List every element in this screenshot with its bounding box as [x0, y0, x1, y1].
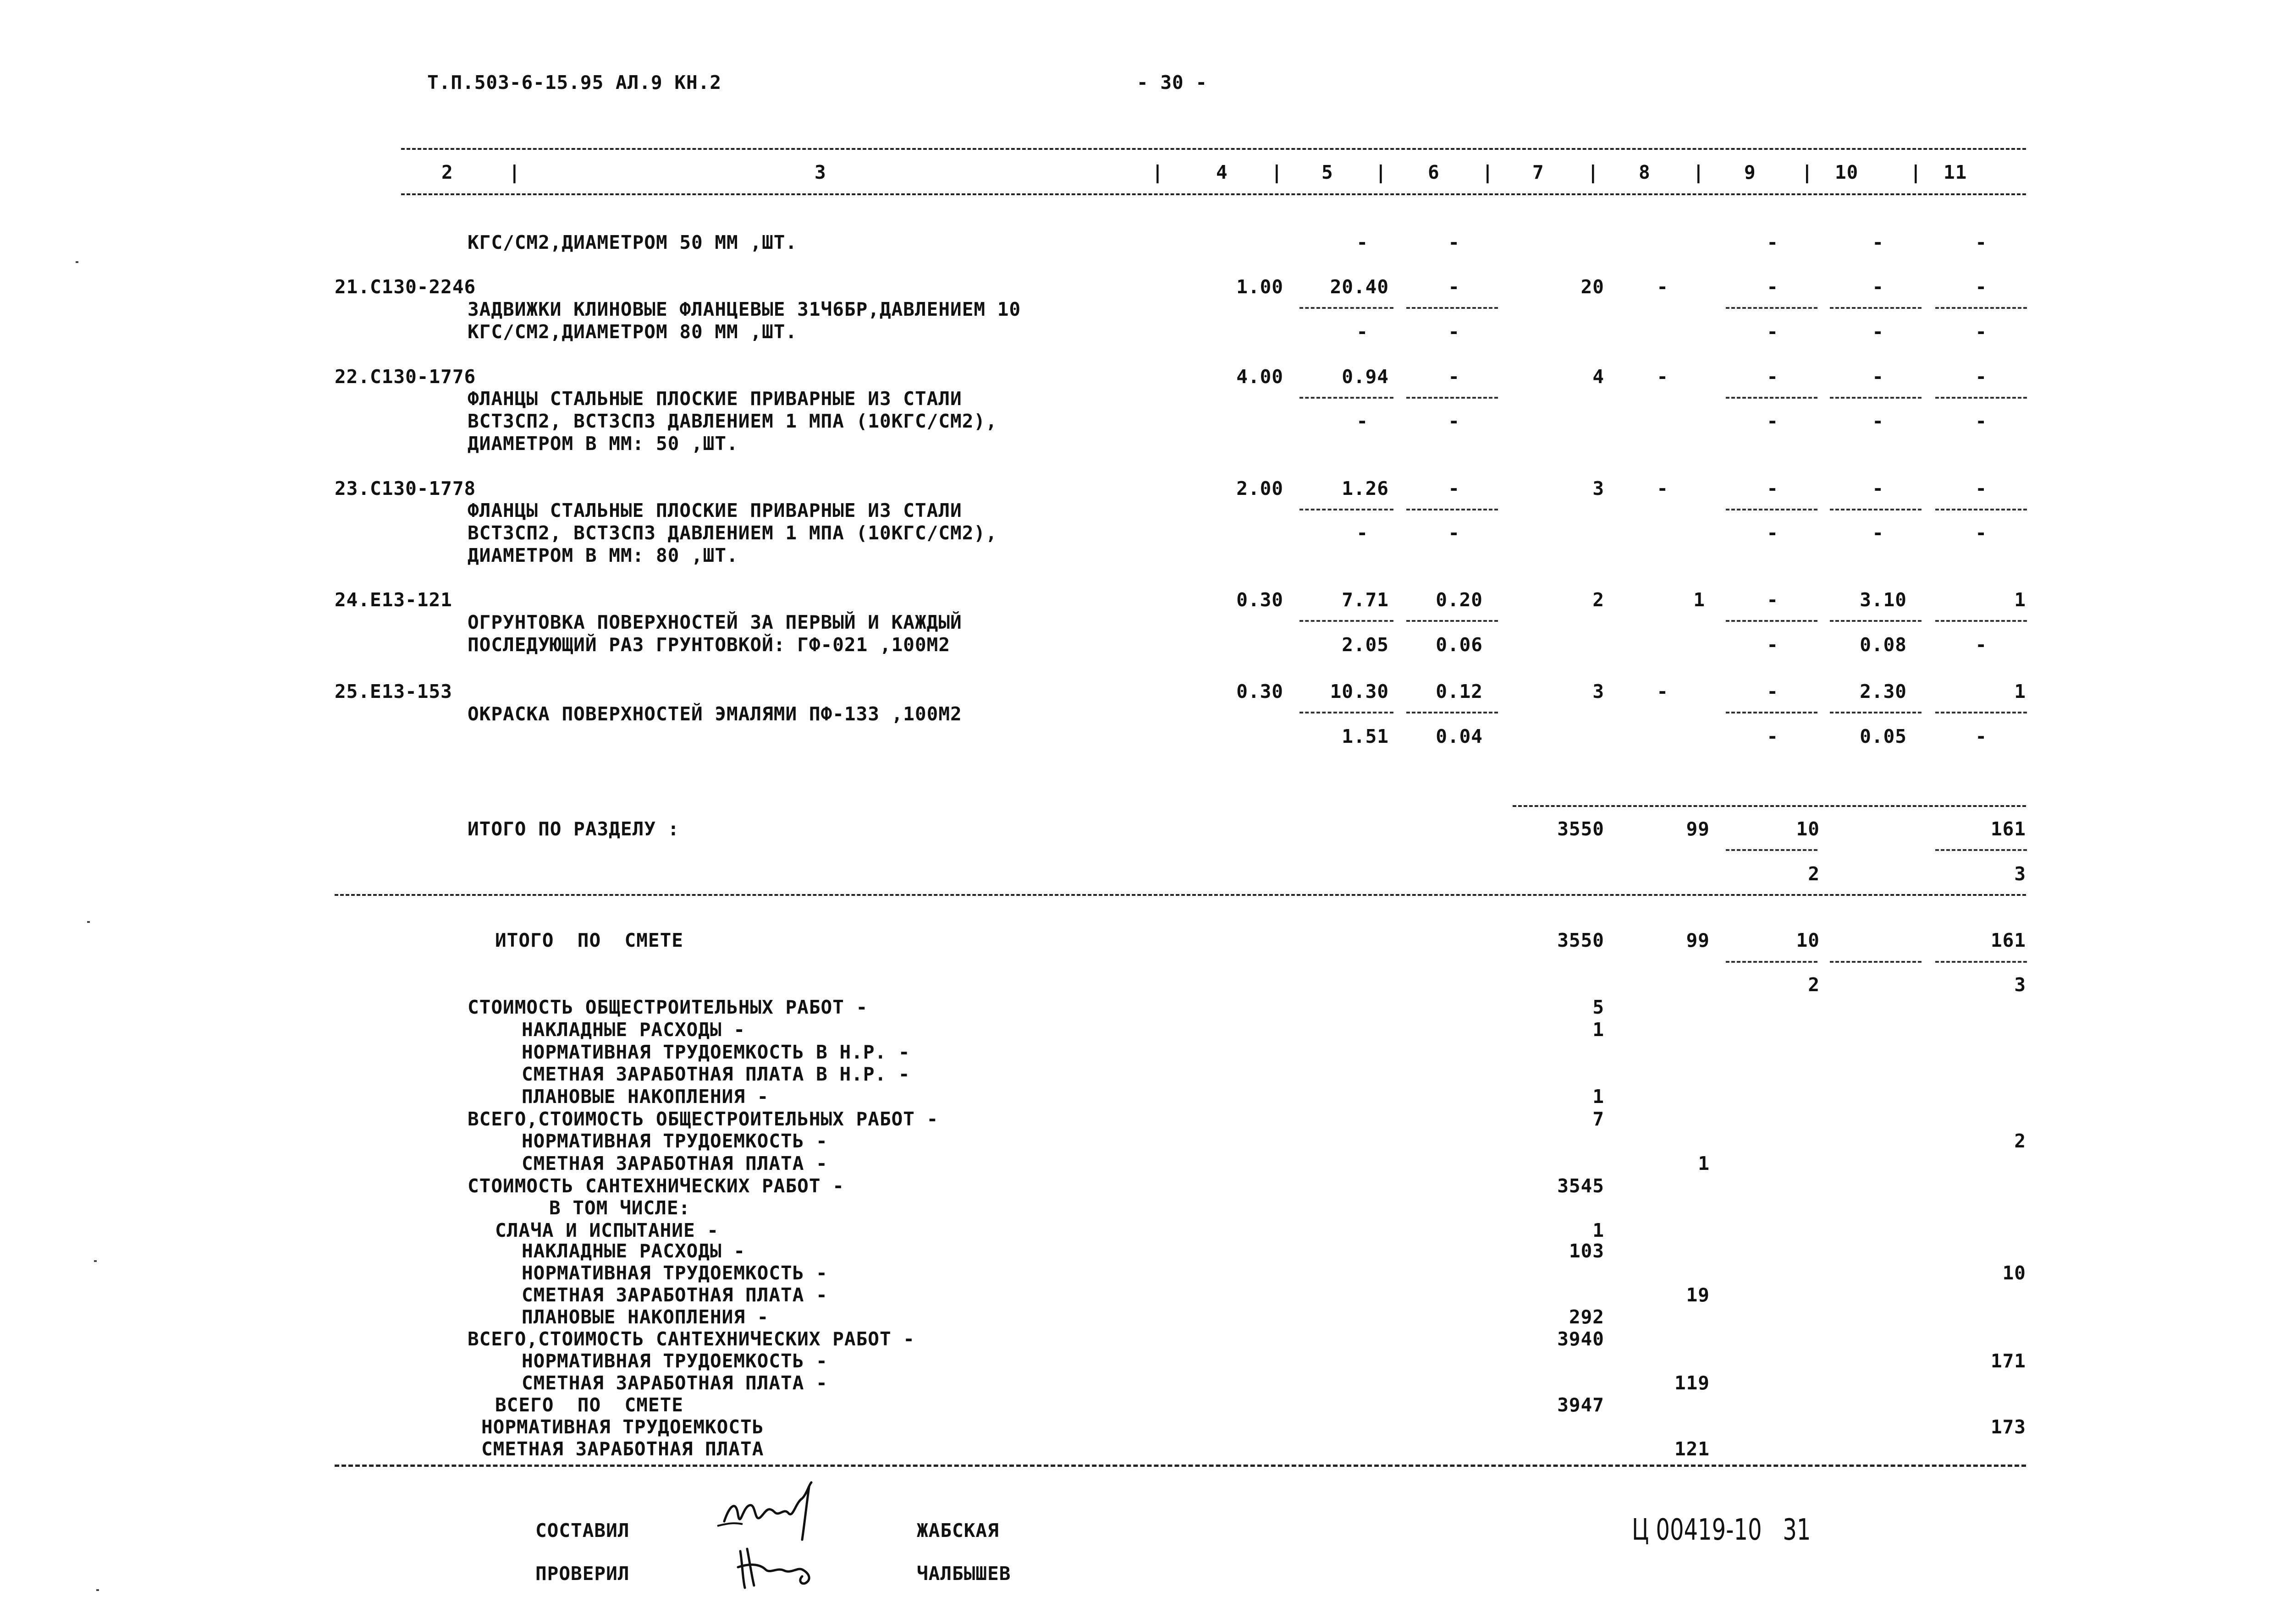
cell-c6-lower: 0.04	[1436, 725, 1483, 747]
column-header: 6	[1428, 161, 1440, 183]
cell-c6: -	[1448, 231, 1460, 253]
row-description: ОГРУНТОВКА ПОВЕРХНОСТЕЙ ЗА ПЕРВЫЙ И КАЖДЫЙ	[468, 611, 962, 633]
cell-c6: 0.12	[1436, 680, 1483, 702]
cell-c10-lower: -	[1872, 321, 1884, 343]
cell-separator	[1830, 961, 1922, 963]
column-header: 5	[1321, 161, 1333, 183]
section-total-c9-lower: 2	[1808, 863, 1820, 885]
archive-stamp: Ц 00419-10 31	[1632, 1513, 1811, 1547]
cell-separator	[1935, 509, 2027, 510]
cell-c11-lower: -	[1975, 725, 1987, 747]
cell-c5-lower: -	[1356, 321, 1368, 343]
cell-separator	[1935, 397, 2027, 399]
cell-c5-lower: 2.05	[1342, 634, 1389, 656]
cell-separator	[1406, 712, 1498, 713]
scan-speck	[87, 921, 90, 923]
column-header: 11	[1944, 161, 1967, 183]
row-description: ФЛАНЦЫ СТАЛЬНЫЕ ПЛОСКИЕ ПРИВАРНЫЕ ИЗ СТАЛИ	[468, 388, 962, 410]
summary-label: СТОИМОСТЬ ОБЩЕСТРОИТЕЛЬНЫХ РАБОТ -	[468, 996, 868, 1018]
row-code: 23.С130-1778	[335, 477, 476, 499]
cell-c5-lower: -	[1356, 410, 1368, 432]
summary-label: В ТОМ ЧИСЛЕ:	[549, 1197, 691, 1219]
summary-c8: 119	[1674, 1372, 1710, 1394]
row-description: КГС/СМ2,ДИАМЕТРОМ 50 ММ ,ШТ.	[468, 231, 798, 253]
cell-c8: -	[1657, 276, 1668, 298]
cell-c11: -	[1975, 477, 1987, 499]
cell-separator	[1830, 509, 1922, 510]
column-divider: |	[509, 161, 521, 183]
compiled-name: ЖАБСКАЯ	[917, 1520, 999, 1542]
cell-separator	[1726, 620, 1817, 622]
row-code: 25.Е13-153	[335, 680, 452, 702]
cell-c9: -	[1767, 366, 1778, 388]
cell-c11: 1	[2014, 589, 2026, 611]
column-header: 10	[1835, 161, 1859, 183]
cell-c10: -	[1872, 276, 1884, 298]
cell-c7: 4	[1592, 366, 1604, 388]
cell-c6: -	[1448, 477, 1460, 499]
section-total-rule	[1513, 805, 2026, 807]
cell-c8: -	[1657, 477, 1668, 499]
summary-label: НОРМАТИВНАЯ ТРУДОЕМКОСТЬ	[481, 1416, 764, 1438]
summary-bottom-rule	[335, 1465, 2026, 1467]
cell-c11-lower: -	[1975, 410, 1987, 432]
row-description: КГС/СМ2,ДИАМЕТРОМ 80 ММ ,ШТ.	[468, 321, 798, 343]
scan-speck	[76, 261, 78, 263]
cell-separator	[1406, 307, 1498, 309]
estimate-total-c11-lower: 3	[2014, 974, 2026, 996]
scan-speck	[94, 1260, 97, 1262]
table-rule-top	[401, 148, 2026, 150]
cell-c8: -	[1657, 366, 1668, 388]
cell-separator	[1406, 509, 1498, 510]
cell-c7: 20	[1580, 276, 1604, 298]
cell-separator	[1935, 307, 2027, 309]
summary-label: ВСЕГО,СТОИМОСТЬ ОБЩЕСТРОИТЕЛЬНЫХ РАБОТ -	[468, 1108, 939, 1130]
cell-c9: -	[1767, 231, 1778, 253]
cell-c10: 3.10	[1860, 589, 1907, 611]
summary-c7: 3940	[1557, 1328, 1604, 1350]
cell-separator	[1299, 307, 1393, 309]
column-header: 4	[1216, 161, 1228, 183]
cell-c10: -	[1872, 477, 1884, 499]
cell-c6: 0.20	[1436, 589, 1483, 611]
summary-label: СМЕТНАЯ ЗАРАБОТНАЯ ПЛАТА В Н.Р. -	[522, 1063, 910, 1085]
summary-label: СТОИМОСТЬ САНТЕХНИЧЕСКИХ РАБОТ -	[468, 1175, 844, 1197]
cell-c9: -	[1767, 477, 1778, 499]
cell-separator	[1726, 849, 1817, 851]
column-divider: |	[1482, 161, 1494, 183]
cell-c6: -	[1448, 276, 1460, 298]
cell-c5-lower: -	[1356, 522, 1368, 544]
summary-c7: 1	[1592, 1086, 1604, 1108]
cell-c5: 7.71	[1342, 589, 1389, 611]
summary-label: СЛАЧА И ИСПЫТАНИЕ -	[495, 1219, 719, 1241]
cell-c10: -	[1872, 366, 1884, 388]
cell-c11: 1	[2014, 680, 2026, 702]
summary-c11: 171	[1990, 1350, 2026, 1372]
estimate-total-c9-lower: 2	[1808, 974, 1820, 996]
cell-separator	[1935, 961, 2027, 963]
cell-separator	[1726, 509, 1817, 510]
cell-c6-lower: -	[1448, 410, 1460, 432]
cell-separator	[1726, 712, 1817, 713]
table-rule-header	[401, 193, 2026, 195]
cell-separator	[1935, 712, 2027, 713]
cell-c11-lower: -	[1975, 634, 1987, 656]
cell-c4: 2.00	[1236, 477, 1283, 499]
cell-c9-lower: -	[1767, 725, 1778, 747]
cell-c5: 1.26	[1342, 477, 1389, 499]
cell-c11: -	[1975, 366, 1987, 388]
cell-separator	[1299, 712, 1393, 713]
summary-label: НОРМАТИВНАЯ ТРУДОЕМКОСТЬ -	[522, 1350, 828, 1372]
cell-c7: 3	[1592, 680, 1604, 702]
summary-c7: 103	[1569, 1240, 1604, 1262]
cell-separator	[1299, 509, 1393, 510]
cell-c10: -	[1872, 231, 1884, 253]
summary-label: ПЛАНОВЫЕ НАКОПЛЕНИЯ -	[522, 1086, 769, 1108]
estimate-total-label: ИТОГО ПО СМЕТЕ	[495, 929, 683, 951]
cell-separator	[1935, 849, 2027, 851]
cell-separator	[1726, 307, 1817, 309]
section-total-c11-lower: 3	[2014, 863, 2026, 885]
cell-c8: -	[1657, 680, 1668, 702]
summary-label: ПЛАНОВЫЕ НАКОПЛЕНИЯ -	[522, 1306, 769, 1328]
cell-c5: -	[1356, 231, 1368, 253]
cell-c5: 0.94	[1342, 366, 1389, 388]
scan-speck	[96, 1589, 99, 1591]
cell-c11: -	[1975, 276, 1987, 298]
section-total-label: ИТОГО ПО РАЗДЕЛУ :	[468, 818, 680, 840]
column-divider: |	[1693, 161, 1705, 183]
summary-label: ВСЕГО ПО СМЕТЕ	[495, 1394, 683, 1416]
column-header: 3	[815, 161, 826, 183]
column-divider: |	[1152, 161, 1164, 183]
cell-separator	[1406, 397, 1498, 399]
cell-c4: 4.00	[1236, 366, 1283, 388]
summary-c7: 3545	[1557, 1175, 1604, 1197]
summary-c8: 1	[1698, 1152, 1710, 1174]
section-total-c9: 10	[1796, 818, 1820, 840]
cell-c5-lower: 1.51	[1342, 725, 1389, 747]
checked-name: ЧАЛБЫШЕВ	[917, 1563, 1011, 1585]
cell-c9-lower: -	[1767, 634, 1778, 656]
cell-c5: 20.40	[1330, 276, 1389, 298]
row-description: ПОСЛЕДУЮЩИЙ РАЗ ГРУНТОВКОЙ: ГФ-021 ,100М2	[468, 634, 951, 656]
cell-separator	[1299, 397, 1393, 399]
cell-c6: -	[1448, 366, 1460, 388]
cell-c9-lower: -	[1767, 410, 1778, 432]
compiled-label: СОСТАВИЛ	[535, 1520, 630, 1542]
cell-c9: -	[1767, 276, 1778, 298]
cell-c6-lower: -	[1448, 522, 1460, 544]
row-description: ВСТ3СП2, ВСТ3СП3 ДАВЛЕНИЕМ 1 МПА (10КГС/СМ2),	[468, 410, 997, 432]
summary-label: ВСЕГО,СТОИМОСТЬ САНТЕХНИЧЕСКИХ РАБОТ -	[468, 1328, 915, 1350]
cell-c7: 2	[1592, 589, 1604, 611]
cell-separator	[1935, 620, 2027, 622]
column-divider: |	[1375, 161, 1387, 183]
summary-label: СМЕТНАЯ ЗАРАБОТНАЯ ПЛАТА	[481, 1438, 764, 1460]
row-code: 22.С130-1776	[335, 366, 476, 388]
document-id: Т.П.503-6-15.95 АЛ.9 КН.2	[427, 71, 722, 93]
estimate-total-c9: 10	[1796, 929, 1820, 951]
column-header: 2	[441, 161, 453, 183]
cell-c11-lower: -	[1975, 522, 1987, 544]
row-description: ДИАМЕТРОМ В ММ: 50 ,ШТ.	[468, 433, 738, 455]
estimate-total-c8: 99	[1686, 929, 1710, 951]
summary-c11: 2	[2014, 1130, 2026, 1152]
cell-separator	[1726, 397, 1817, 399]
signature-image	[733, 1542, 825, 1592]
column-header: 9	[1744, 161, 1756, 183]
summary-c11: 173	[1990, 1416, 2026, 1438]
row-code: 24.Е13-121	[335, 589, 452, 611]
cell-separator	[1830, 712, 1922, 713]
column-divider: |	[1271, 161, 1283, 183]
summary-c7: 3947	[1557, 1394, 1604, 1416]
cell-c9: -	[1767, 680, 1778, 702]
cell-c8: 1	[1693, 589, 1705, 611]
cell-c10-lower: -	[1872, 522, 1884, 544]
summary-label: НОРМАТИВНАЯ ТРУДОЕМКОСТЬ В Н.Р. -	[522, 1041, 910, 1063]
summary-label: НОРМАТИВНАЯ ТРУДОЕМКОСТЬ -	[522, 1262, 828, 1284]
cell-separator	[1830, 307, 1922, 309]
estimate-total-c11: 161	[1990, 929, 2026, 951]
column-divider: |	[1801, 161, 1813, 183]
section-total-c7: 3550	[1557, 818, 1604, 840]
cell-c6-lower: -	[1448, 321, 1460, 343]
summary-c7: 1	[1592, 1019, 1604, 1041]
summary-c7: 292	[1569, 1306, 1604, 1328]
cell-c11: -	[1975, 231, 1987, 253]
row-description: ЗАДВИЖКИ КЛИНОВЫЕ ФЛАНЦЕВЫЕ 31Ч6БР,ДАВЛЕНИЕМ 10	[468, 298, 1021, 320]
cell-separator	[1299, 620, 1393, 622]
cell-c10: 2.30	[1860, 680, 1907, 702]
estimate-total-c7: 3550	[1557, 929, 1604, 951]
column-divider: |	[1910, 161, 1922, 183]
signature-image	[715, 1480, 834, 1549]
cell-c9: -	[1767, 589, 1778, 611]
section-total-c11: 161	[1990, 818, 2026, 840]
summary-c7: 5	[1592, 996, 1604, 1018]
summary-c7: 1	[1592, 1219, 1604, 1241]
section-total-c8: 99	[1686, 818, 1710, 840]
cell-separator	[1726, 961, 1817, 963]
cell-c7: 3	[1592, 477, 1604, 499]
row-description: ФЛАНЦЫ СТАЛЬНЫЕ ПЛОСКИЕ ПРИВАРНЫЕ ИЗ СТАЛИ	[468, 499, 962, 521]
summary-label: СМЕТНАЯ ЗАРАБОТНАЯ ПЛАТА -	[522, 1284, 828, 1306]
page-number: - 30 -	[1137, 71, 1208, 93]
cell-c6-lower: 0.06	[1436, 634, 1483, 656]
summary-label: НАКЛАДНЫЕ РАСХОДЫ -	[522, 1240, 745, 1262]
cell-c9-lower: -	[1767, 321, 1778, 343]
cell-c11-lower: -	[1975, 321, 1987, 343]
cell-c4: 1.00	[1236, 276, 1283, 298]
cell-separator	[1406, 620, 1498, 622]
cell-c10-lower: 0.05	[1860, 725, 1907, 747]
summary-c7: 7	[1592, 1108, 1604, 1130]
summary-c11: 10	[2002, 1262, 2026, 1284]
row-description: ДИАМЕТРОМ В ММ: 80 ,ШТ.	[468, 544, 738, 566]
cell-separator	[1830, 397, 1922, 399]
column-divider: |	[1587, 161, 1599, 183]
row-description: ОКРАСКА ПОВЕРХНОСТЕЙ ЭМАЛЯМИ ПФ-133 ,100М2	[468, 703, 962, 725]
row-code: 21.С130-2246	[335, 276, 476, 298]
summary-c8: 19	[1686, 1284, 1710, 1306]
summary-label: НАКЛАДНЫЕ РАСХОДЫ -	[522, 1019, 745, 1041]
cell-c9-lower: -	[1767, 522, 1778, 544]
summary-label: НОРМАТИВНАЯ ТРУДОЕМКОСТЬ -	[522, 1130, 828, 1152]
checked-label: ПРОВЕРИЛ	[535, 1563, 630, 1585]
cell-c4: 0.30	[1236, 589, 1283, 611]
summary-c8: 121	[1674, 1438, 1710, 1460]
summary-label: СМЕТНАЯ ЗАРАБОТНАЯ ПЛАТА -	[522, 1372, 828, 1394]
cell-c10-lower: -	[1872, 410, 1884, 432]
cell-c10-lower: 0.08	[1860, 634, 1907, 656]
summary-label: СМЕТНАЯ ЗАРАБОТНАЯ ПЛАТА -	[522, 1152, 828, 1174]
cell-c4: 0.30	[1236, 680, 1283, 702]
row-description: ВСТ3СП2, ВСТ3СП3 ДАВЛЕНИЕМ 1 МПА (10КГС/СМ2),	[468, 522, 997, 544]
cell-c5: 10.30	[1330, 680, 1389, 702]
column-header: 8	[1639, 161, 1651, 183]
section-divider	[335, 894, 2026, 896]
cell-separator	[1830, 620, 1922, 622]
column-header: 7	[1532, 161, 1544, 183]
